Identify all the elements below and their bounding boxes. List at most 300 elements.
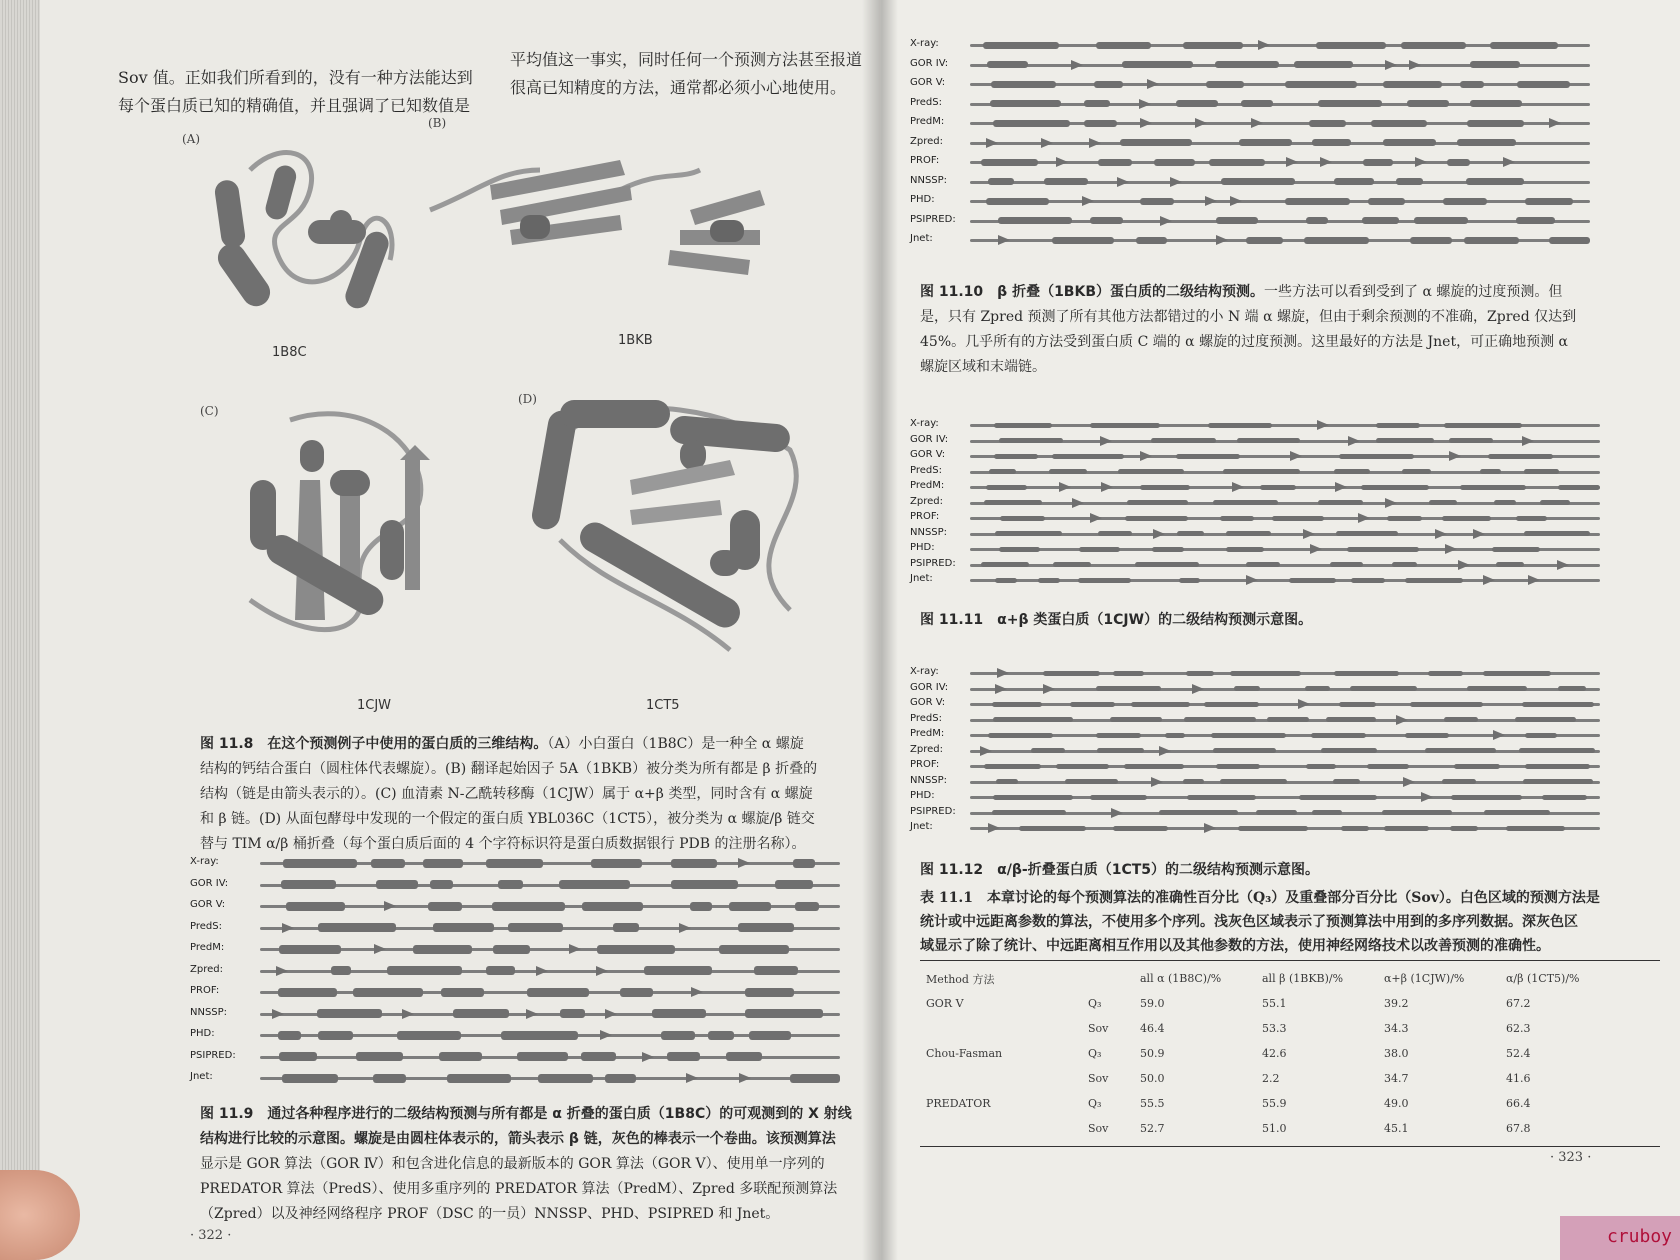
helix-bar	[527, 988, 589, 997]
helix-bar	[353, 988, 423, 997]
helix-bar	[1401, 42, 1467, 49]
helix-bar	[1321, 748, 1376, 753]
helix-bar	[1334, 469, 1371, 474]
helix-bar	[1031, 748, 1065, 753]
intro-text-line: 很高已知精度的方法，通常都必须小心地使用。	[510, 78, 847, 97]
helix-bar	[719, 945, 790, 954]
strand-arrow	[995, 684, 1007, 694]
strand-arrow	[738, 858, 750, 868]
helix-bar	[988, 178, 1014, 185]
method-cell: PREDATOR	[926, 1097, 991, 1110]
helix-bar	[1517, 81, 1570, 88]
track-label: GOR V:	[910, 449, 946, 460]
track-label: Zpred:	[190, 963, 223, 975]
page-number: · 323 ·	[1550, 1150, 1592, 1165]
helix-bar	[1396, 178, 1422, 185]
strand-arrow	[596, 966, 608, 976]
strand-arrow	[1320, 157, 1332, 167]
helix-bar	[1221, 178, 1295, 185]
helix-bar	[1305, 686, 1330, 691]
helix-bar	[1460, 81, 1485, 88]
helix-bar	[1480, 469, 1500, 474]
helix-bar	[1216, 217, 1258, 224]
helix-bar	[439, 1052, 482, 1061]
helix-bar	[1090, 423, 1160, 428]
value-cell: 50.0	[1140, 1072, 1165, 1085]
helix-bar	[1184, 717, 1255, 722]
helix-bar	[992, 702, 1042, 707]
helix-bar	[279, 1052, 317, 1061]
helix-bar	[397, 1031, 462, 1040]
table-title	[920, 886, 1600, 958]
helix-bar	[667, 1052, 699, 1061]
helix-bar	[993, 795, 1072, 800]
helix-bar	[1334, 178, 1374, 185]
helix-bar	[1234, 686, 1261, 691]
helix-bar	[1410, 237, 1452, 244]
intro-text-line: 平均值这一事实，同时任何一个预测方法甚至报道	[510, 50, 863, 69]
helix-bar	[1525, 733, 1557, 738]
helix-bar	[1246, 237, 1283, 244]
helix-bar	[282, 1074, 338, 1083]
helix-bar	[745, 1009, 823, 1018]
method-cell	[920, 1116, 1082, 1141]
helix-bar	[1294, 61, 1352, 68]
strand-arrow	[1147, 79, 1159, 89]
value-cell: 41.6	[1506, 1072, 1531, 1085]
helix-bar	[1515, 717, 1576, 722]
strand-arrow	[1230, 196, 1242, 206]
track-label: PHD:	[190, 1028, 215, 1039]
metric-cell: Q₃	[1088, 1097, 1102, 1110]
helix-bar	[1096, 686, 1161, 691]
strand-arrow	[1335, 482, 1347, 492]
value-cell: 34.7	[1384, 1072, 1409, 1085]
helix-bar	[1096, 733, 1141, 738]
helix-bar	[1056, 764, 1109, 769]
helix-bar	[1186, 671, 1214, 676]
helix-bar	[1179, 578, 1200, 583]
helix-bar	[1316, 42, 1387, 49]
helix-bar	[1506, 826, 1566, 831]
strand-arrow	[1101, 482, 1113, 492]
helix-bar	[1131, 702, 1189, 707]
track-label: X-ray:	[190, 856, 219, 867]
table-row	[920, 1091, 1622, 1116]
track-label: GOR V:	[910, 77, 946, 88]
helix-bar	[1096, 42, 1151, 49]
figure-caption-11-10	[920, 280, 1650, 380]
helix-bar	[371, 859, 405, 868]
track-label: PredS:	[910, 96, 942, 108]
helix-bar	[1519, 748, 1594, 753]
track-label: GOR IV:	[910, 433, 949, 445]
helix-bar	[508, 923, 563, 932]
caption-line: （Zpred）以及神经网络程序 PROF（DSC 的一员）NNSSP、PHD、PSIPRED 和 Jnet。	[200, 1206, 780, 1222]
helix-bar	[430, 880, 454, 889]
helix-bar	[331, 966, 352, 975]
helix-bar	[283, 859, 357, 868]
helix-bar	[1140, 485, 1190, 490]
strand-arrow	[1151, 777, 1163, 787]
helix-bar	[1460, 485, 1527, 490]
strand-arrow	[1043, 684, 1055, 694]
strand-arrow	[374, 944, 386, 954]
track-label: PredM:	[910, 480, 945, 491]
strand-arrow	[1056, 157, 1068, 167]
helix-bar	[1492, 547, 1539, 552]
helix-bar	[1516, 217, 1554, 224]
helix-bar	[1402, 469, 1431, 474]
helix-bar	[318, 1031, 353, 1040]
helix-bar	[1443, 198, 1487, 205]
helix-bar	[279, 945, 341, 954]
helix-bar	[1488, 454, 1553, 459]
helix-bar	[1220, 516, 1254, 521]
helix-bar	[994, 423, 1052, 428]
helix-bar	[1127, 500, 1188, 505]
helix-bar	[1516, 516, 1547, 521]
helix-bar	[286, 902, 344, 911]
helix-bar	[1216, 764, 1260, 769]
helix-bar	[1457, 139, 1516, 146]
helix-bar	[986, 485, 1028, 490]
helix-bar	[1125, 516, 1188, 521]
helix-bar	[983, 42, 1059, 49]
panel-label-d: (D)	[518, 392, 537, 406]
track-label: NNSSP:	[910, 174, 948, 186]
helix-bar	[1382, 810, 1452, 815]
helix-bar	[1484, 810, 1551, 815]
secondary-structure-diagram-1cjw	[910, 420, 1610, 590]
strand-arrow	[1232, 482, 1244, 492]
secondary-structure-diagram-1ct5	[910, 668, 1610, 838]
table-bottom-rule	[920, 1146, 1660, 1147]
strand-arrow	[1089, 138, 1101, 148]
table-header	[1082, 966, 1134, 991]
track-label: PROF:	[910, 155, 940, 166]
track-label: PredS:	[910, 464, 942, 476]
helix-bar	[1467, 686, 1527, 691]
track-label: NNSSP:	[910, 774, 948, 786]
helix-bar	[1425, 748, 1496, 753]
strand-arrow	[1100, 436, 1112, 446]
helix-bar	[1239, 139, 1293, 146]
strand-arrow	[1298, 699, 1310, 709]
helix-bar	[775, 880, 813, 889]
track-label: PredM:	[910, 728, 945, 739]
track-label: PROF:	[910, 759, 940, 770]
helix-bar	[317, 1009, 383, 1018]
helix-bar	[498, 880, 523, 889]
helix-bar	[591, 859, 642, 868]
helix-bar	[1309, 120, 1345, 127]
figure-caption-11-11	[920, 608, 1312, 633]
helix-bar	[1070, 702, 1115, 707]
helix-bar	[1044, 178, 1087, 185]
helix-bar	[1223, 469, 1300, 474]
strand-arrow	[1528, 575, 1540, 585]
track-label: PSIPRED:	[190, 1049, 236, 1061]
strand-arrow	[1415, 157, 1427, 167]
figure-title: 在这个预测例子中使用的蛋白质的三维结构。	[267, 736, 548, 752]
strand-arrow	[691, 987, 703, 997]
helix-bar	[1213, 500, 1279, 505]
strand-arrow	[1216, 235, 1228, 245]
helix-bar	[984, 764, 1041, 769]
strand-arrow	[1139, 99, 1151, 109]
strand-arrow	[1205, 196, 1217, 206]
caption-line: 结构（链是由箭头表示的）。(C) 血清素 N-乙酰转移酶（1CJW）属于 α+β 类型，同时含有 α 螺旋	[200, 786, 813, 802]
helix-bar	[413, 945, 472, 954]
metric-cell: Sov	[1088, 1072, 1109, 1085]
value-cell: 66.4	[1506, 1097, 1531, 1110]
value-cell: 2.2	[1262, 1072, 1280, 1085]
helix-bar	[1339, 454, 1414, 459]
panel-label-c: (C)	[200, 404, 219, 418]
strand-arrow	[1396, 715, 1408, 725]
watermark-text: cruboy	[1606, 1226, 1672, 1247]
strand-arrow	[986, 138, 998, 148]
strand-arrow	[605, 1009, 617, 1019]
strand-arrow	[1458, 560, 1470, 570]
caption-line: （A）小白蛋白（1B8C）是一种全 α 螺旋	[547, 736, 804, 752]
helix-bar	[1405, 733, 1449, 738]
value-cell: 53.3	[1262, 1022, 1287, 1035]
table-title-line: 域显示了除了统计、中远距离相互作用以及其他参数的方法，使用神经网络技术以改善预测的准确性。	[920, 938, 1550, 954]
value-cell: 52.7	[1140, 1122, 1165, 1135]
table-header-row	[920, 966, 1622, 991]
helix-bar	[1376, 423, 1420, 428]
helix-bar	[1405, 578, 1463, 583]
track-label: Jnet:	[910, 233, 933, 244]
track-label: Zpred:	[910, 135, 943, 147]
helix-bar	[1540, 500, 1571, 505]
value-cell: 49.0	[1384, 1097, 1409, 1110]
figure-caption-11-8	[200, 732, 840, 857]
value-cell: 34.3	[1384, 1022, 1409, 1035]
table-row	[920, 1041, 1622, 1066]
value-cell: 62.3	[1506, 1022, 1531, 1035]
helix-bar	[745, 988, 794, 997]
helix-bar	[493, 945, 530, 954]
strand-arrow	[988, 823, 1000, 833]
figure-number: 图 11.12	[920, 862, 984, 878]
helix-bar	[1110, 717, 1162, 722]
helix-bar	[652, 1009, 706, 1018]
helix-bar	[990, 100, 1061, 107]
helix-bar	[1522, 702, 1594, 707]
helix-bar	[1387, 516, 1422, 521]
helix-bar	[1246, 562, 1281, 567]
helix-bar	[1135, 562, 1199, 567]
strand-arrow	[686, 1073, 698, 1083]
track-label: NNSSP:	[190, 1006, 228, 1018]
helix-bar	[1038, 578, 1060, 583]
figure-title: α+β 类蛋白质（1CJW）的二级结构预测示意图。	[997, 612, 1313, 628]
helix-bar	[1447, 159, 1471, 166]
strand-arrow	[1483, 575, 1495, 585]
metric-cell: Q₃	[1088, 997, 1102, 1010]
helix-bar	[661, 1031, 694, 1040]
secondary-structure-diagram-1bkb	[910, 40, 1600, 270]
helix-bar	[1525, 198, 1573, 205]
pdb-id-label: 1BKB	[618, 333, 653, 348]
helix-bar	[1542, 795, 1587, 800]
coil-track	[970, 703, 1600, 706]
helix-bar	[1124, 764, 1184, 769]
strand-arrow	[1473, 529, 1485, 539]
strand-arrow	[526, 1009, 538, 1019]
helix-bar	[1122, 61, 1192, 68]
helix-bar	[1524, 469, 1559, 474]
helix-bar	[1429, 500, 1457, 505]
coil-track	[970, 200, 1590, 203]
protein-structure-1ct5	[530, 390, 820, 690]
helix-bar	[1347, 547, 1420, 552]
helix-bar	[1098, 159, 1131, 166]
protein-structure-1bkb	[420, 130, 800, 300]
helix-bar	[1410, 702, 1483, 707]
helix-bar	[1442, 779, 1476, 784]
caption-line: 替与 TIM α/β 桶折叠（每个蛋白质后面的 4 个字符标识符是蛋白质数据银行 PDB 的注册名称）。	[200, 836, 806, 852]
strand-arrow	[679, 923, 691, 933]
helix-bar	[356, 1052, 403, 1061]
helix-bar	[1113, 671, 1145, 676]
strand-arrow	[642, 1052, 654, 1062]
track-label: GOR V:	[190, 899, 226, 910]
table-top-rule	[920, 960, 1660, 961]
strand-arrow	[282, 923, 294, 933]
helix-bar	[486, 966, 515, 975]
strand-arrow	[384, 901, 396, 911]
helix-bar	[1494, 500, 1516, 505]
value-cell: 38.0	[1384, 1047, 1409, 1060]
helix-bar	[538, 1074, 593, 1083]
helix-bar	[1267, 717, 1309, 722]
track-label: Jnet:	[910, 821, 933, 832]
table-row	[920, 991, 1622, 1016]
track-label: NNSSP:	[910, 526, 948, 538]
helix-bar	[1154, 159, 1196, 166]
helix-bar	[1483, 671, 1550, 676]
helix-bar	[453, 1009, 509, 1018]
helix-bar	[441, 988, 484, 997]
helix-bar	[999, 547, 1040, 552]
helix-bar	[981, 562, 1029, 567]
helix-bar	[1414, 217, 1468, 224]
helix-bar	[1118, 469, 1184, 474]
track-label: GOR IV:	[190, 877, 229, 889]
strand-arrow	[997, 668, 1009, 678]
value-cell: 52.4	[1506, 1047, 1531, 1060]
strand-arrow	[1348, 436, 1360, 446]
helix-bar	[501, 1031, 579, 1040]
value-cell: 55.1	[1262, 997, 1287, 1010]
helix-bar	[1384, 826, 1429, 831]
strand-arrow	[1059, 482, 1071, 492]
helix-bar	[1204, 702, 1259, 707]
helix-bar	[1466, 178, 1524, 185]
helix-bar	[1311, 733, 1365, 738]
helix-bar	[559, 880, 630, 889]
method-cell	[920, 1016, 1082, 1041]
intro-text-line: Sov 值。正如我们所看到的，没有一种方法能达到	[118, 68, 473, 87]
track-label: PSIPRED:	[910, 805, 956, 817]
helix-bar	[1000, 516, 1046, 521]
helix-bar	[1241, 100, 1273, 107]
watermark-background	[1560, 1216, 1680, 1260]
table-row	[920, 1016, 1622, 1041]
helix-bar	[492, 902, 565, 911]
strand-arrow	[1153, 529, 1165, 539]
strand-arrow	[1071, 60, 1083, 70]
helix-bar	[993, 120, 1070, 127]
track-label: Zpred:	[910, 743, 943, 755]
table-title-line: 表 11.1 本章讨论的每个预测算法的准确性百分比（Q₃）及重叠部分百分比（Sov）。白色区域的预测方法是	[920, 890, 1600, 906]
table-header: Method 方法	[926, 972, 995, 986]
helix-bar	[1078, 578, 1132, 583]
helix-bar	[486, 859, 543, 868]
helix-bar	[1312, 810, 1342, 815]
helix-bar	[989, 469, 1016, 474]
strand-arrow	[998, 235, 1010, 245]
strand-arrow	[1170, 177, 1182, 187]
track-label: PSIPRED:	[910, 213, 956, 225]
helix-bar	[1444, 717, 1478, 722]
helix-bar	[1490, 42, 1557, 49]
strand-arrow	[1041, 138, 1053, 148]
helix-bar	[992, 810, 1066, 815]
track-label: PredM:	[190, 942, 225, 953]
helix-bar	[1097, 748, 1144, 753]
helix-bar	[1470, 100, 1522, 107]
panel-label-a: (A)	[182, 132, 201, 146]
caption-line: 和 β 链。(D) 从面包酵母中发现的一个假定的蛋白质 YBL036C（1CT5），被分类为 α 螺旋/β 链交	[200, 811, 815, 827]
coil-track	[970, 83, 1590, 86]
strand-arrow	[1204, 823, 1216, 833]
helix-bar	[517, 1052, 568, 1061]
method-cell: Chou-Fasman	[926, 1047, 1003, 1060]
figure-number: 图 11.10	[920, 284, 984, 300]
helix-bar	[597, 945, 675, 954]
value-cell: 50.9	[1140, 1047, 1165, 1060]
panel-label-b: (B)	[428, 116, 447, 130]
helix-bar	[1152, 547, 1184, 552]
strand-arrow	[1246, 575, 1258, 585]
helix-bar	[671, 859, 718, 868]
strand-arrow	[1286, 157, 1298, 167]
helix-bar	[986, 198, 1049, 205]
helix-bar	[1084, 100, 1110, 107]
helix-bar	[1209, 159, 1265, 166]
table-title-line: 统计或中远距离参数的算法，不使用多个序列。浅灰色区域表示了预测算法中用到的多序列数据。深灰色区	[920, 914, 1578, 930]
helix-bar	[1524, 531, 1590, 536]
helix-bar	[1098, 531, 1132, 536]
coil-track	[970, 579, 1600, 582]
helix-bar	[1428, 671, 1463, 676]
value-cell: 55.5	[1140, 1097, 1165, 1110]
pdb-id-label: 1CJW	[357, 698, 392, 713]
coil-track	[260, 884, 840, 887]
helix-bar	[1289, 578, 1336, 583]
helix-bar	[428, 902, 461, 911]
helix-bar	[387, 966, 463, 975]
caption-line: 显示是 GOR 算法（GOR Ⅳ）和包含进化信息的最新版本的 GOR 算法（GOR Ⅴ）、使用单一序列的	[200, 1156, 825, 1172]
helix-bar	[1230, 671, 1300, 676]
caption-line: 螺旋区域和末端链。	[920, 359, 1046, 375]
strand-arrow	[569, 944, 581, 954]
